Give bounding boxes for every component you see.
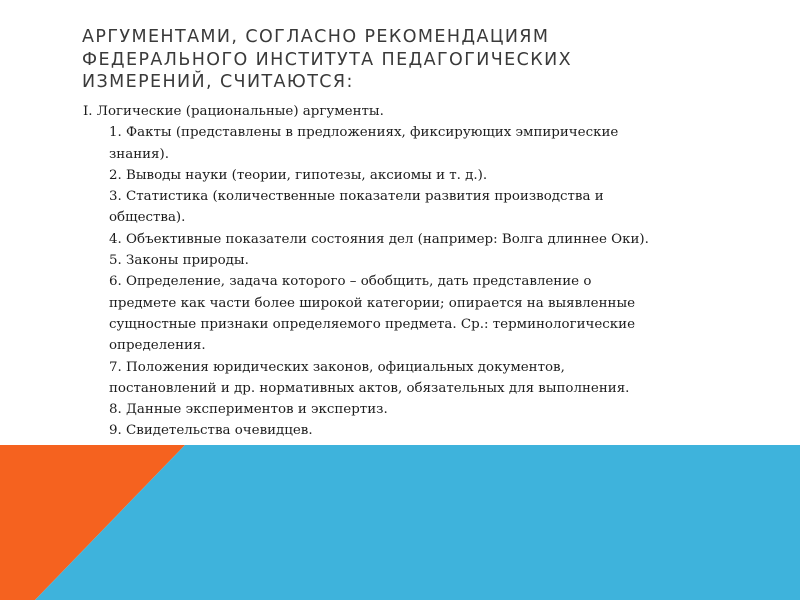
list-item-text: 8. Данные экспериментов и экспертиз. (109, 402, 388, 418)
list-item-text: 4. Объективные показатели состояния дел (например: Волга длиннее Оки). (109, 231, 649, 247)
list-item-text: определения. (109, 338, 206, 354)
title-line: АРГУМЕНТАМИ, СОГЛАСНО РЕКОМЕНДАЦИЯМ (82, 27, 550, 47)
list-item-text: 5. Законы природы. (109, 253, 249, 269)
list-item-text: знания). (109, 146, 169, 162)
list-item-text: 3. Статистика (количественные показатели развития производства и (109, 189, 604, 205)
list-item-text: 2. Выводы науки (теории, гипотезы, аксиомы и т. д.). (109, 167, 488, 183)
list-item-text: постановлений и др. нормативных актов, обязательных для выполнения. (109, 380, 630, 396)
list-item-text: 9. Свидетельства очевидцев. (109, 423, 313, 439)
title-line: ФЕДЕРАЛЬНОГО ИНСТИТУТА ПЕДАГОГИЧЕСКИХ (82, 49, 572, 70)
title-line: ИЗМЕРЕНИЙ, СЧИТАЮТСЯ: (82, 72, 354, 92)
list-item-text: 7. Положения юридических законов, официальных документов, (109, 359, 565, 375)
list-item-text: 6. Определение, задача которого – обобщить, дать представление о (109, 274, 592, 290)
section-heading: I. Логические (рациональные) аргументы. (83, 104, 384, 119)
list-item-text: предмете как части более широкой категории; опирается на выявленные (109, 295, 636, 311)
list-item-text: 1. Факты (представлены в предложениях, фиксирующих эмпирические (109, 125, 619, 141)
list-item-text: общества). (109, 210, 186, 226)
list-item-text: сущностные признаки определяемого предмета. Ср.: терминологические (109, 316, 636, 332)
